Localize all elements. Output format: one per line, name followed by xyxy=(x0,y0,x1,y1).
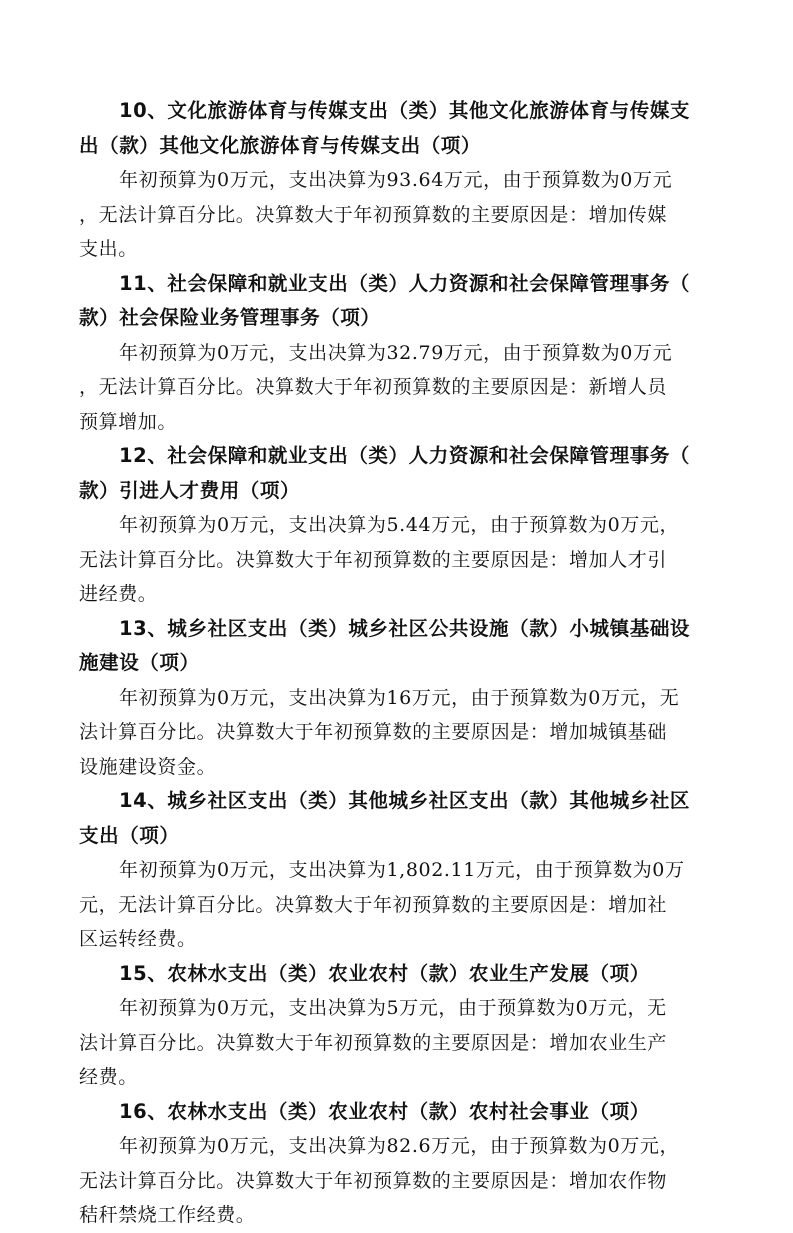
item-paragraph xyxy=(79,336,719,440)
heading-line: 出（款）其他文化旅游体育与传媒支出（项） xyxy=(79,133,482,157)
budget-item-11 xyxy=(79,267,719,440)
document-content xyxy=(79,94,719,1233)
paragraph-line: 年初预算为0万元，支出决算为1,802.11万元，由于预算数为0万 xyxy=(119,859,685,881)
budget-item-13 xyxy=(79,612,719,785)
heading-line: 13、城乡社区支出（类）城乡社区公共设施（款）小城镇基础设 xyxy=(119,616,691,640)
heading-line: 15、农林水支出（类）农业农村（款）农业生产发展（项） xyxy=(119,961,650,985)
paragraph-line: 经费。 xyxy=(79,1066,138,1088)
paragraph-line: 法计算百分比。决算数大于年初预算数的主要原因是：增加农业生产 xyxy=(79,1031,668,1054)
paragraph-line: 年初预算为0万元，支出决算为82.6万元，由于预算数为0万元， xyxy=(119,1135,680,1157)
heading-line: 16、农林水支出（类）农业农村（款）农村社会事业（项） xyxy=(119,1099,650,1123)
item-paragraph xyxy=(79,1129,719,1233)
paragraph-line: ，无法计算百分比。决算数大于年初预算数的主要原因是：新增人员 xyxy=(79,376,668,398)
item-heading xyxy=(79,1095,719,1130)
item-paragraph xyxy=(79,991,719,1095)
heading-line: 14、城乡社区支出（类）其他城乡社区支出（款）其他城乡社区 xyxy=(119,789,691,812)
budget-item-14 xyxy=(79,784,719,957)
item-paragraph xyxy=(79,508,719,612)
heading-line: 11、社会保障和就业支出（类）人力资源和社会保障管理事务（ xyxy=(119,271,691,295)
heading-line: 款）引进人才费用（项） xyxy=(79,478,301,502)
paragraph-line: 年初预算为0万元，支出决算为16万元，由于预算数为0万元，无 xyxy=(119,686,680,709)
heading-line: 款）社会保险业务管理事务（项） xyxy=(79,306,381,329)
budget-item-10 xyxy=(79,94,719,267)
paragraph-line: ，无法计算百分比。决算数大于年初预算数的主要原因是：增加传媒 xyxy=(79,203,668,226)
item-paragraph xyxy=(79,681,719,785)
paragraph-line: 无法计算百分比。决算数大于年初预算数的主要原因是：增加农作物 xyxy=(79,1169,668,1192)
paragraph-line: 年初预算为0万元，支出决算为5.44万元，由于预算数为0万元， xyxy=(119,514,680,536)
heading-line: 支出（项） xyxy=(79,823,180,847)
paragraph-line: 年初预算为0万元，支出决算为5万元，由于预算数为0万元，无 xyxy=(119,997,667,1019)
paragraph-line: 年初预算为0万元，支出决算为93.64万元，由于预算数为0万元 xyxy=(119,169,673,191)
paragraph-line: 区运转经费。 xyxy=(79,928,197,950)
paragraph-line: 年初预算为0万元，支出决算为32.79万元，由于预算数为0万元 xyxy=(119,341,673,364)
heading-line: 10、文化旅游体育与传媒支出（类）其他文化旅游体育与传媒支 xyxy=(119,99,691,122)
paragraph-line: 法计算百分比。决算数大于年初预算数的主要原因是：增加城镇基础 xyxy=(79,721,668,743)
item-heading xyxy=(79,439,719,508)
paragraph-line: 秸秆禁烧工作经费。 xyxy=(79,1204,256,1226)
item-heading xyxy=(79,957,719,992)
heading-line: 施建设（项） xyxy=(79,651,200,674)
item-paragraph xyxy=(79,853,719,957)
budget-item-12 xyxy=(79,439,719,612)
paragraph-line: 支出。 xyxy=(79,238,138,260)
item-heading xyxy=(79,267,719,336)
budget-item-15 xyxy=(79,957,719,1095)
item-heading xyxy=(79,784,719,853)
item-paragraph xyxy=(79,163,719,267)
paragraph-line: 无法计算百分比。决算数大于年初预算数的主要原因是：增加人才引 xyxy=(79,548,668,571)
paragraph-line: 进经费。 xyxy=(79,583,158,605)
paragraph-line: 元，无法计算百分比。决算数大于年初预算数的主要原因是：增加社 xyxy=(79,893,668,916)
item-heading xyxy=(79,94,719,163)
paragraph-line: 设施建设资金。 xyxy=(79,755,217,778)
budget-item-16 xyxy=(79,1095,719,1233)
paragraph-line: 预算增加。 xyxy=(79,410,178,433)
heading-line: 12、社会保障和就业支出（类）人力资源和社会保障管理事务（ xyxy=(119,444,691,467)
item-heading xyxy=(79,612,719,681)
